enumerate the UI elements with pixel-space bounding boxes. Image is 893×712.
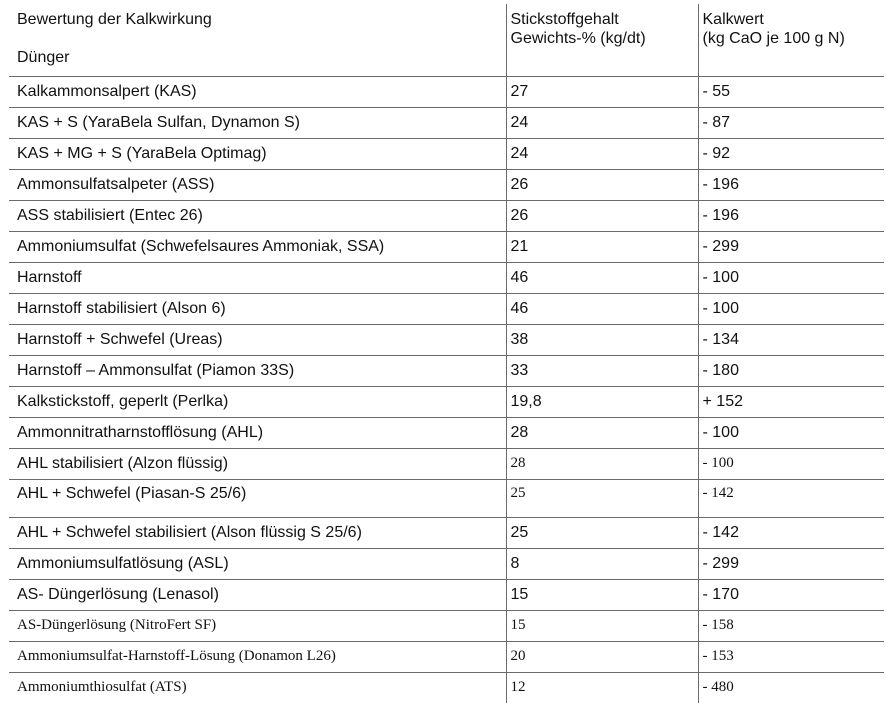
cell-stickstoff: 46 — [506, 293, 698, 324]
cell-stickstoff: 28 — [506, 417, 698, 448]
table-row — [9, 293, 884, 324]
cell-stickstoff: 28 — [506, 448, 698, 479]
table-row — [9, 107, 884, 138]
cell-stickstoff: 26 — [506, 169, 698, 200]
table-row — [9, 672, 884, 703]
cell-stickstoff: 46 — [506, 262, 698, 293]
header-kalkwert-line2: (kg CaO je 100 g N) — [702, 30, 845, 47]
cell-duenger: AHL + Schwefel stabilisiert (Alson flüssig S 25/6) — [9, 517, 506, 548]
cell-duenger: AS- Düngerlösung (Lenasol) — [9, 579, 506, 610]
table-row — [9, 169, 884, 200]
cell-stickstoff: 33 — [506, 355, 698, 386]
cell-kalkwert: - 142 — [698, 479, 884, 517]
cell-duenger: Harnstoff + Schwefel (Ureas) — [9, 324, 506, 355]
cell-duenger: AS-Düngerlösung (NitroFert SF) — [9, 610, 506, 641]
cell-kalkwert: + 152 — [698, 386, 884, 417]
header-stickstoff-line2: Gewichts-% (kg/dt) — [510, 30, 646, 47]
cell-duenger: ASS stabilisiert (Entec 26) — [9, 200, 506, 231]
cell-duenger: Ammoniumsulfat-Harnstoff-Lösung (Donamon L26) — [9, 641, 506, 672]
cell-kalkwert: - 134 — [698, 324, 884, 355]
cell-stickstoff: 15 — [506, 579, 698, 610]
cell-kalkwert: - 100 — [698, 448, 884, 479]
cell-duenger: Harnstoff — [9, 262, 506, 293]
cell-duenger: Ammoniumsulfat (Schwefelsaures Ammoniak, SSA) — [9, 231, 506, 262]
header-col-kalkwert — [698, 4, 884, 76]
cell-duenger: Ammonnitratharnstofflösung (AHL) — [9, 417, 506, 448]
table-header-row — [9, 4, 884, 76]
cell-duenger: Harnstoff stabilisiert (Alson 6) — [9, 293, 506, 324]
cell-stickstoff: 21 — [506, 231, 698, 262]
cell-duenger: AHL + Schwefel (Piasan-S 25/6) — [9, 479, 506, 517]
table-row — [9, 138, 884, 169]
cell-kalkwert: - 480 — [698, 672, 884, 703]
header-col-stickstoff — [506, 4, 698, 76]
cell-stickstoff: 15 — [506, 610, 698, 641]
header-kalkwert-line1: Kalkwert — [702, 11, 764, 28]
cell-duenger: Kalkammonsalpert (KAS) — [9, 76, 506, 107]
cell-kalkwert: - 196 — [698, 169, 884, 200]
cell-duenger: Ammoniumsulfatlösung (ASL) — [9, 548, 506, 579]
cell-duenger: Ammoniumthiosulfat (ATS) — [9, 672, 506, 703]
table-row — [9, 386, 884, 417]
cell-kalkwert: - 100 — [698, 417, 884, 448]
cell-stickstoff: 26 — [506, 200, 698, 231]
cell-stickstoff: 20 — [506, 641, 698, 672]
cell-duenger: KAS + MG + S (YaraBela Optimag) — [9, 138, 506, 169]
cell-kalkwert: - 299 — [698, 231, 884, 262]
cell-duenger: Kalkstickstoff, geperlt (Perlka) — [9, 386, 506, 417]
cell-duenger: AHL stabilisiert (Alzon flüssig) — [9, 448, 506, 479]
table-row — [9, 641, 884, 672]
cell-kalkwert: - 100 — [698, 293, 884, 324]
table-row — [9, 231, 884, 262]
cell-stickstoff: 25 — [506, 517, 698, 548]
table-row — [9, 610, 884, 641]
header-title: Bewertung der Kalkwirkung — [17, 11, 212, 28]
header-duenger: Dünger — [17, 49, 70, 66]
header-col-duenger — [9, 4, 506, 76]
table-row — [9, 448, 884, 479]
cell-stickstoff: 27 — [506, 76, 698, 107]
table-row — [9, 200, 884, 231]
table-row — [9, 579, 884, 610]
table-row — [9, 548, 884, 579]
cell-kalkwert: - 153 — [698, 641, 884, 672]
cell-stickstoff: 24 — [506, 138, 698, 169]
cell-stickstoff: 38 — [506, 324, 698, 355]
cell-stickstoff: 8 — [506, 548, 698, 579]
cell-stickstoff: 12 — [506, 672, 698, 703]
table-row — [9, 479, 884, 517]
cell-kalkwert: - 299 — [698, 548, 884, 579]
table-row — [9, 324, 884, 355]
table-row — [9, 262, 884, 293]
header-stickstoff-line1: Stickstoffgehalt — [510, 11, 619, 28]
cell-duenger: Harnstoff – Ammonsulfat (Piamon 33S) — [9, 355, 506, 386]
table-row — [9, 76, 884, 107]
cell-kalkwert: - 100 — [698, 262, 884, 293]
cell-kalkwert: - 158 — [698, 610, 884, 641]
cell-kalkwert: - 180 — [698, 355, 884, 386]
cell-stickstoff: 24 — [506, 107, 698, 138]
cell-kalkwert: - 87 — [698, 107, 884, 138]
table-row — [9, 417, 884, 448]
cell-kalkwert: - 92 — [698, 138, 884, 169]
table-row — [9, 355, 884, 386]
cell-kalkwert: - 142 — [698, 517, 884, 548]
cell-kalkwert: - 55 — [698, 76, 884, 107]
cell-duenger: Ammonsulfatsalpeter (ASS) — [9, 169, 506, 200]
cell-stickstoff: 19,8 — [506, 386, 698, 417]
cell-stickstoff: 25 — [506, 479, 698, 517]
cell-kalkwert: - 170 — [698, 579, 884, 610]
table-row — [9, 517, 884, 548]
cell-kalkwert: - 196 — [698, 200, 884, 231]
cell-duenger: KAS + S (YaraBela Sulfan, Dynamon S) — [9, 107, 506, 138]
kalkwirkung-table — [9, 4, 884, 703]
